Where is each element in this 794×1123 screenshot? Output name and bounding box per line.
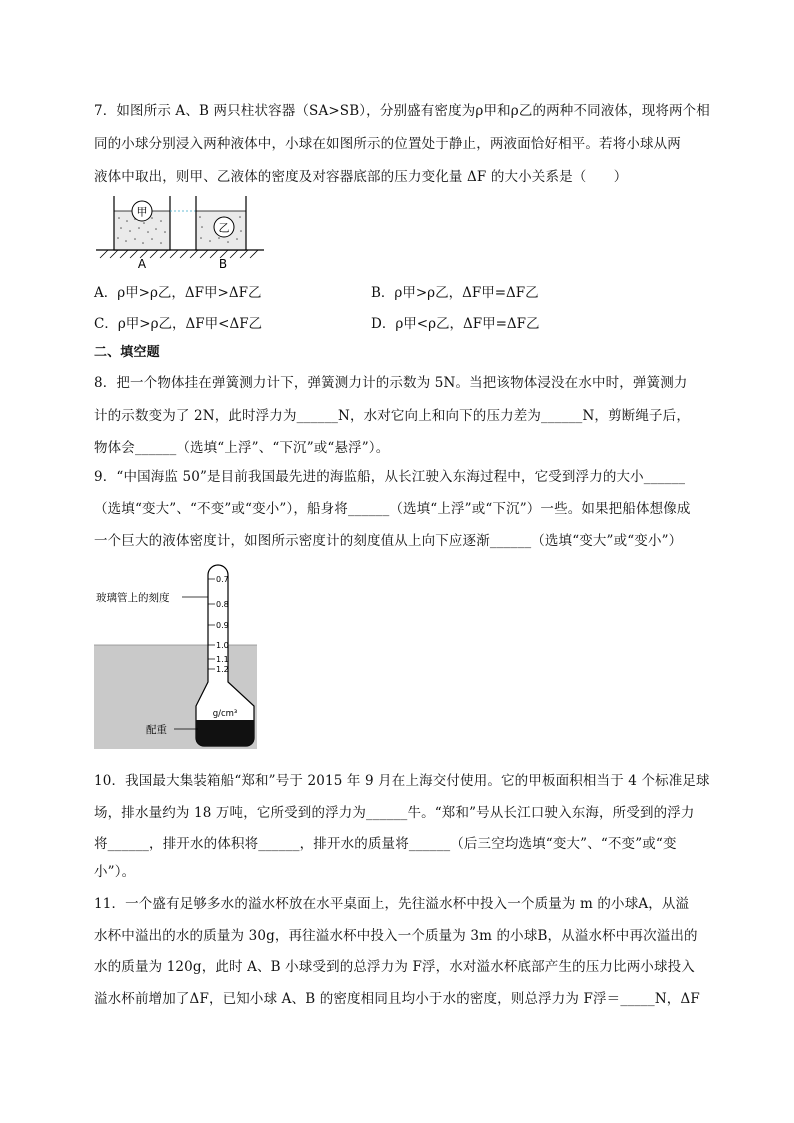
container-b-label: B <box>218 257 228 271</box>
q7-option-d[interactable]: D．ρ甲<ρ乙，ΔF甲=ΔF乙 <box>371 316 540 332</box>
q7-line-1: 7．如图所示 A、B 两只柱状容器（SA>SB），分别盛有密度为ρ甲和ρ乙的两种不同液体，现将两个相 <box>94 103 710 119</box>
tick-label: 1.0 <box>216 641 229 650</box>
q7-line-2: 同的小球分别浸入两种液体中，小球在如图所示的位置处于静止，两液面恰好相平。若将小球从两 <box>94 136 681 152</box>
q8-line-1: 8．把一个物体挂在弹簧测力计下，弹簧测力计的示数为 5N。当把该物体浸没在水中时，弹簧测力 <box>94 375 688 391</box>
q10-line-3: 将______，排开水的体积将______，排开水的质量将______（后三空均选填“变大”、“不变”或“变 <box>94 836 677 852</box>
q11-line-3: 水的质量为 120g，此时 A、B 小球受到的总浮力为 F浮，水对溢水杯底部产生的压力比两小球投入 <box>94 959 695 975</box>
q8-line-3: 物体会______（选填“上浮”、“下沉”或“悬浮”）。 <box>94 440 390 456</box>
tick-label: 0.7 <box>216 575 229 584</box>
q7-line-3: 液体中取出，则甲、乙液体的密度及对容器底部的压力变化量 ΔF 的大小关系是（ ） <box>94 169 628 185</box>
ball-b-label: 乙 <box>218 221 230 235</box>
weight-ballast <box>196 720 254 746</box>
tick-label: 0.8 <box>216 600 229 609</box>
hydrometer-figure <box>94 560 260 752</box>
tick-label: 1.2 <box>216 665 229 674</box>
unit-label: g/cm³ <box>212 709 238 719</box>
q7-option-c[interactable]: C．ρ甲>ρ乙，ΔF甲<ΔF乙 <box>94 316 263 332</box>
q7-containers-figure <box>94 190 270 272</box>
q9-line-3: 一个巨大的液体密度计，如图所示密度计的刻度值从上向下应逐渐______（选填“变大”或“变小”） <box>94 533 683 549</box>
q8-line-2: 计的示数变为了 2N，此时浮力为______N，水对它向上和向下的压力差为______N，剪断绳子后， <box>94 408 690 424</box>
q9-line-1: 9．“中国海监 50”是目前我国最先进的海监船，从长江驶入东海过程中，它受到浮力的大小______ <box>94 469 686 485</box>
q10-line-4: 小”）。 <box>94 864 136 880</box>
q7-option-a[interactable]: A．ρ甲>ρ乙，ΔF甲>ΔF乙 <box>94 285 262 301</box>
container-b <box>196 196 246 250</box>
q9-line-2: （选填“变大”、“不变”或“变小”），船身将______（选填“上浮”或“下沉”）一些。如果把船体想像成 <box>94 501 691 517</box>
q11-line-2: 水杯中溢出的水的质量为 30g，再往溢水杯中投入一个质量为 3m 的小球B，从溢水杯中再次溢出的 <box>94 928 698 944</box>
container-a <box>114 196 170 250</box>
q10-line-2: 场，排水量约为 18 万吨，它所受到的浮力为______牛。“郑和”号从长江口驶入东海，所受到的浮力 <box>94 805 695 821</box>
tick-label: 0.9 <box>216 621 229 630</box>
q11-line-4: 溢水杯前增加了ΔF，已知小球 A、B 的密度相同且均小于水的密度，则总浮力为 F浮＝_____N，ΔF <box>94 991 700 1007</box>
scale-label: 玻璃管上的刻度 <box>96 592 170 604</box>
weight-label: 配重 <box>146 724 167 736</box>
container-a-label: A <box>137 257 147 271</box>
section-heading: 二、填空题 <box>94 345 160 360</box>
q10-line-1: 10．我国最大集装箱船“郑和”号于 2015 年 9 月在上海交付使用。它的甲板面积相当于 4 个标准足球 <box>94 773 710 789</box>
tick-label: 1.1 <box>216 655 229 664</box>
q11-line-1: 11．一个盛有足够多水的溢水杯放在水平桌面上，先往溢水杯中投入一个质量为 m 的小球A，从溢 <box>94 896 690 912</box>
ball-a-label: 甲 <box>136 205 148 219</box>
q7-option-b[interactable]: B．ρ甲>ρ乙，ΔF甲=ΔF乙 <box>371 285 539 301</box>
